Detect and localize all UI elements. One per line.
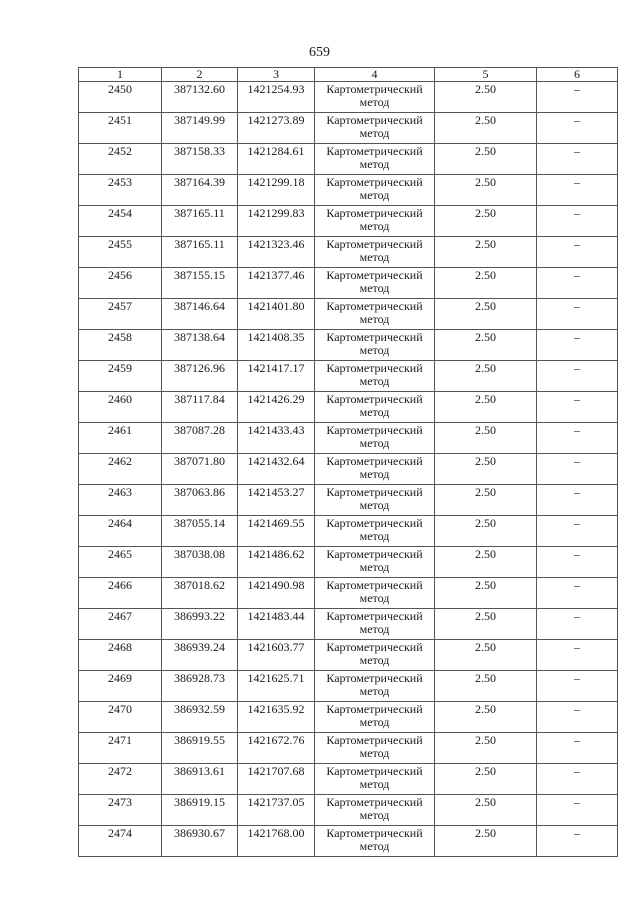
accuracy-cell: 2.50 (435, 640, 537, 671)
method-cell (315, 206, 435, 237)
accuracy-cell: 2.50 (435, 733, 537, 764)
table-row (79, 299, 618, 330)
accuracy-cell: 2.50 (435, 764, 537, 795)
table-row (79, 671, 618, 702)
point-number-cell: 2471 (79, 733, 162, 764)
x-coordinate-cell: 387018.62 (162, 578, 238, 609)
method-line-2: метод (359, 684, 390, 698)
note-cell: – (537, 82, 618, 113)
table-row (79, 206, 618, 237)
method-line-1: Картометрический (326, 144, 423, 158)
x-coordinate-cell: 387038.08 (162, 547, 238, 578)
table-row (79, 175, 618, 206)
point-number-cell: 2467 (79, 609, 162, 640)
y-coordinate-cell: 1421323.46 (238, 237, 315, 268)
y-coordinate-cell: 1421299.18 (238, 175, 315, 206)
note-cell: – (537, 733, 618, 764)
point-number-cell: 2474 (79, 826, 162, 857)
table-row (79, 237, 618, 268)
method-line-1: Картометрический (326, 485, 423, 499)
method-line-2: метод (359, 436, 390, 450)
table-row (79, 144, 618, 175)
x-coordinate-cell: 386919.55 (162, 733, 238, 764)
method-line-2: метод (359, 281, 390, 295)
y-coordinate-cell: 1421635.92 (238, 702, 315, 733)
method-line-2: метод (359, 622, 390, 636)
x-coordinate-cell: 386939.24 (162, 640, 238, 671)
method-cell (315, 547, 435, 578)
method-line-1: Картометрический (326, 237, 423, 251)
method-line-1: Картометрический (326, 392, 423, 406)
point-number-cell: 2466 (79, 578, 162, 609)
method-cell (315, 516, 435, 547)
method-line-1: Картометрический (326, 547, 423, 561)
note-cell: – (537, 609, 618, 640)
y-coordinate-cell: 1421377.46 (238, 268, 315, 299)
accuracy-cell: 2.50 (435, 392, 537, 423)
point-number-cell: 2460 (79, 392, 162, 423)
method-line-1: Картометрический (326, 733, 423, 747)
method-cell (315, 144, 435, 175)
y-coordinate-cell: 1421408.35 (238, 330, 315, 361)
x-coordinate-cell: 387149.99 (162, 113, 238, 144)
point-number-cell: 2453 (79, 175, 162, 206)
table-row (79, 640, 618, 671)
x-coordinate-cell: 387158.33 (162, 144, 238, 175)
method-cell (315, 423, 435, 454)
x-coordinate-cell: 387063.86 (162, 485, 238, 516)
y-coordinate-cell: 1421401.80 (238, 299, 315, 330)
column-header-3: 3 (238, 68, 315, 82)
note-cell: – (537, 330, 618, 361)
point-number-cell: 2450 (79, 82, 162, 113)
x-coordinate-cell: 386928.73 (162, 671, 238, 702)
method-line-1: Картометрический (326, 268, 423, 282)
method-line-2: метод (359, 157, 390, 171)
note-cell: – (537, 485, 618, 516)
method-line-2: метод (359, 746, 390, 760)
y-coordinate-cell: 1421254.93 (238, 82, 315, 113)
table-row (79, 702, 618, 733)
method-line-1: Картометрический (326, 82, 423, 96)
method-line-1: Картометрический (326, 795, 423, 809)
point-number-cell: 2451 (79, 113, 162, 144)
note-cell: – (537, 516, 618, 547)
x-coordinate-cell: 386993.22 (162, 609, 238, 640)
method-cell (315, 702, 435, 733)
y-coordinate-cell: 1421432.64 (238, 454, 315, 485)
method-line-1: Картометрический (326, 454, 423, 468)
method-line-1: Картометрический (326, 702, 423, 716)
table-row (79, 733, 618, 764)
accuracy-cell: 2.50 (435, 237, 537, 268)
note-cell: – (537, 206, 618, 237)
point-number-cell: 2469 (79, 671, 162, 702)
point-number-cell: 2459 (79, 361, 162, 392)
accuracy-cell: 2.50 (435, 578, 537, 609)
method-line-2: метод (359, 777, 390, 791)
y-coordinate-cell: 1421273.89 (238, 113, 315, 144)
point-number-cell: 2458 (79, 330, 162, 361)
y-coordinate-cell: 1421768.00 (238, 826, 315, 857)
column-header-1: 1 (79, 68, 162, 82)
accuracy-cell: 2.50 (435, 268, 537, 299)
accuracy-cell: 2.50 (435, 361, 537, 392)
table-row (79, 82, 618, 113)
note-cell: – (537, 578, 618, 609)
table-row (79, 826, 618, 857)
x-coordinate-cell: 387132.60 (162, 82, 238, 113)
method-line-1: Картометрический (326, 578, 423, 592)
method-line-1: Картометрический (326, 206, 423, 220)
y-coordinate-cell: 1421469.55 (238, 516, 315, 547)
note-cell: – (537, 144, 618, 175)
y-coordinate-cell: 1421603.77 (238, 640, 315, 671)
method-cell (315, 671, 435, 702)
y-coordinate-cell: 1421284.61 (238, 144, 315, 175)
method-line-1: Картометрический (326, 516, 423, 530)
accuracy-cell: 2.50 (435, 702, 537, 733)
point-number-cell: 2470 (79, 702, 162, 733)
table-row (79, 113, 618, 144)
accuracy-cell: 2.50 (435, 144, 537, 175)
accuracy-cell: 2.50 (435, 609, 537, 640)
x-coordinate-cell: 386932.59 (162, 702, 238, 733)
x-coordinate-cell: 387164.39 (162, 175, 238, 206)
x-coordinate-cell: 387117.84 (162, 392, 238, 423)
method-line-2: метод (359, 498, 390, 512)
point-number-cell: 2461 (79, 423, 162, 454)
accuracy-cell: 2.50 (435, 547, 537, 578)
method-cell (315, 237, 435, 268)
note-cell: – (537, 175, 618, 206)
column-header-6: 6 (537, 68, 618, 82)
accuracy-cell: 2.50 (435, 299, 537, 330)
method-cell (315, 454, 435, 485)
method-line-1: Картометрический (326, 175, 423, 189)
y-coordinate-cell: 1421417.17 (238, 361, 315, 392)
accuracy-cell: 2.50 (435, 330, 537, 361)
note-cell: – (537, 702, 618, 733)
point-number-cell: 2456 (79, 268, 162, 299)
point-number-cell: 2457 (79, 299, 162, 330)
note-cell: – (537, 361, 618, 392)
method-cell (315, 82, 435, 113)
method-cell (315, 640, 435, 671)
table-row (79, 361, 618, 392)
method-line-1: Картометрический (326, 640, 423, 654)
x-coordinate-cell: 387146.64 (162, 299, 238, 330)
table-row (79, 795, 618, 826)
point-number-cell: 2452 (79, 144, 162, 175)
method-line-2: метод (359, 467, 390, 481)
point-number-cell: 2454 (79, 206, 162, 237)
point-number-cell: 2473 (79, 795, 162, 826)
method-cell (315, 113, 435, 144)
accuracy-cell: 2.50 (435, 423, 537, 454)
note-cell: – (537, 795, 618, 826)
x-coordinate-cell: 387165.11 (162, 237, 238, 268)
note-cell: – (537, 113, 618, 144)
x-coordinate-cell: 386913.61 (162, 764, 238, 795)
method-cell (315, 578, 435, 609)
method-line-1: Картометрический (326, 361, 423, 375)
method-cell (315, 330, 435, 361)
table-row (79, 764, 618, 795)
table-row (79, 485, 618, 516)
y-coordinate-cell: 1421625.71 (238, 671, 315, 702)
y-coordinate-cell: 1421490.98 (238, 578, 315, 609)
x-coordinate-cell: 387138.64 (162, 330, 238, 361)
method-cell (315, 392, 435, 423)
method-cell (315, 826, 435, 857)
note-cell: – (537, 826, 618, 857)
table-row (79, 330, 618, 361)
table-row (79, 268, 618, 299)
point-number-cell: 2468 (79, 640, 162, 671)
y-coordinate-cell: 1421737.05 (238, 795, 315, 826)
table-row (79, 454, 618, 485)
point-number-cell: 2472 (79, 764, 162, 795)
point-number-cell: 2463 (79, 485, 162, 516)
method-line-1: Картометрический (326, 609, 423, 623)
y-coordinate-cell: 1421672.76 (238, 733, 315, 764)
method-line-2: метод (359, 808, 390, 822)
accuracy-cell: 2.50 (435, 206, 537, 237)
note-cell: – (537, 671, 618, 702)
method-line-2: метод (359, 312, 390, 326)
y-coordinate-cell: 1421433.43 (238, 423, 315, 454)
accuracy-cell: 2.50 (435, 113, 537, 144)
method-cell (315, 764, 435, 795)
table-row (79, 609, 618, 640)
y-coordinate-cell: 1421483.44 (238, 609, 315, 640)
accuracy-cell: 2.50 (435, 454, 537, 485)
accuracy-cell: 2.50 (435, 795, 537, 826)
method-cell (315, 733, 435, 764)
accuracy-cell: 2.50 (435, 175, 537, 206)
note-cell: – (537, 392, 618, 423)
note-cell: – (537, 454, 618, 485)
accuracy-cell: 2.50 (435, 82, 537, 113)
page-number: 659 (309, 45, 330, 60)
coordinates-table (78, 67, 618, 857)
column-header-4: 4 (315, 68, 435, 82)
method-line-2: метод (359, 405, 390, 419)
table-row (79, 392, 618, 423)
method-line-1: Картометрический (326, 330, 423, 344)
method-cell (315, 361, 435, 392)
method-line-1: Картометрический (326, 113, 423, 127)
method-line-2: метод (359, 219, 390, 233)
accuracy-cell: 2.50 (435, 671, 537, 702)
x-coordinate-cell: 387165.11 (162, 206, 238, 237)
table-row (79, 423, 618, 454)
table-row (79, 547, 618, 578)
table-row (79, 578, 618, 609)
header-row (79, 68, 618, 82)
method-cell (315, 609, 435, 640)
method-cell (315, 268, 435, 299)
method-line-2: метод (359, 839, 390, 853)
y-coordinate-cell: 1421486.62 (238, 547, 315, 578)
note-cell: – (537, 237, 618, 268)
method-line-2: метод (359, 529, 390, 543)
y-coordinate-cell: 1421426.29 (238, 392, 315, 423)
method-line-1: Картометрический (326, 423, 423, 437)
column-header-2: 2 (162, 68, 238, 82)
method-line-2: метод (359, 343, 390, 357)
point-number-cell: 2465 (79, 547, 162, 578)
method-line-1: Картометрический (326, 299, 423, 313)
accuracy-cell: 2.50 (435, 826, 537, 857)
method-cell (315, 795, 435, 826)
method-line-2: метод (359, 188, 390, 202)
column-header-5: 5 (435, 68, 537, 82)
note-cell: – (537, 640, 618, 671)
y-coordinate-cell: 1421299.83 (238, 206, 315, 237)
note-cell: – (537, 764, 618, 795)
method-line-1: Картометрический (326, 826, 423, 840)
method-line-2: метод (359, 126, 390, 140)
method-line-2: метод (359, 95, 390, 109)
table-header (79, 68, 618, 82)
x-coordinate-cell: 387126.96 (162, 361, 238, 392)
method-line-2: метод (359, 591, 390, 605)
method-line-1: Картометрический (326, 671, 423, 685)
method-cell (315, 175, 435, 206)
table-row (79, 516, 618, 547)
x-coordinate-cell: 387071.80 (162, 454, 238, 485)
x-coordinate-cell: 387087.28 (162, 423, 238, 454)
x-coordinate-cell: 387055.14 (162, 516, 238, 547)
note-cell: – (537, 547, 618, 578)
x-coordinate-cell: 386919.15 (162, 795, 238, 826)
y-coordinate-cell: 1421453.27 (238, 485, 315, 516)
method-line-2: метод (359, 560, 390, 574)
y-coordinate-cell: 1421707.68 (238, 764, 315, 795)
point-number-cell: 2455 (79, 237, 162, 268)
accuracy-cell: 2.50 (435, 485, 537, 516)
method-cell (315, 485, 435, 516)
method-cell (315, 299, 435, 330)
note-cell: – (537, 268, 618, 299)
method-line-2: метод (359, 374, 390, 388)
x-coordinate-cell: 387155.15 (162, 268, 238, 299)
x-coordinate-cell: 386930.67 (162, 826, 238, 857)
note-cell: – (537, 299, 618, 330)
method-line-1: Картометрический (326, 764, 423, 778)
note-cell: – (537, 423, 618, 454)
point-number-cell: 2464 (79, 516, 162, 547)
method-line-2: метод (359, 715, 390, 729)
table-body (79, 82, 618, 857)
method-line-2: метод (359, 653, 390, 667)
method-line-2: метод (359, 250, 390, 264)
accuracy-cell: 2.50 (435, 516, 537, 547)
point-number-cell: 2462 (79, 454, 162, 485)
